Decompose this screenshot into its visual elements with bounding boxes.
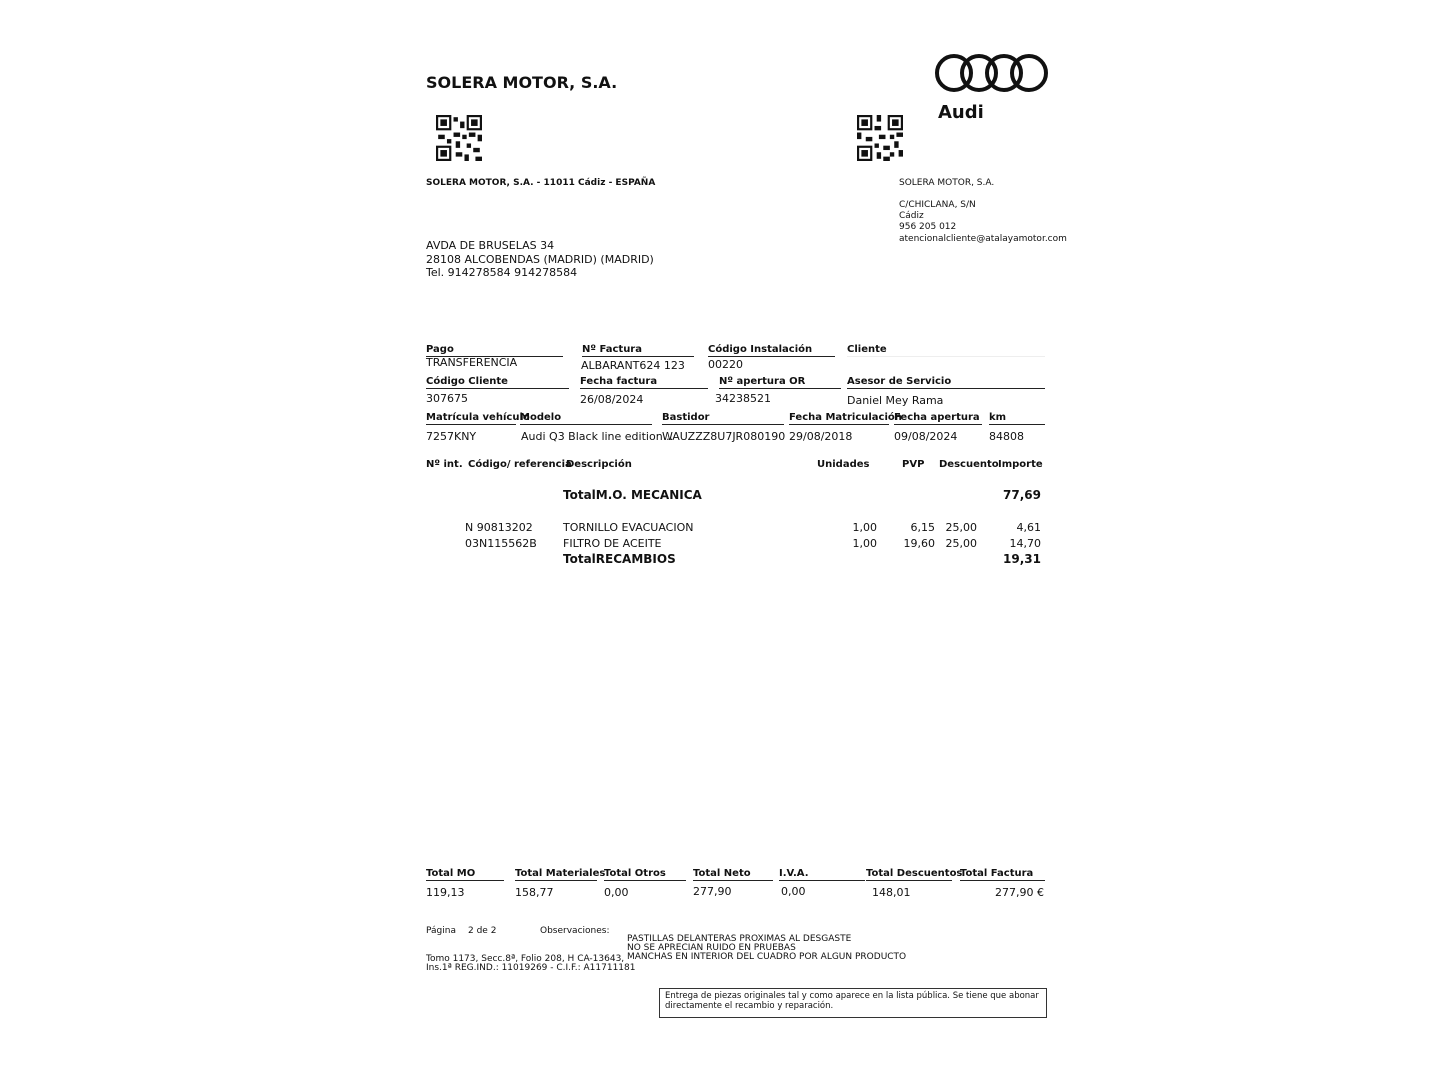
- fecha-matriculacion-label: Fecha Matriculación: [789, 412, 902, 423]
- total-factura-label: Total Factura: [960, 868, 1045, 881]
- total-factura-value: 277,90 €: [995, 886, 1044, 899]
- qr-code-icon: [436, 115, 482, 161]
- col-n-int: Nº int.: [426, 459, 463, 470]
- page-label: Página: [426, 926, 456, 936]
- part-description: TORNILLO EVACUACION: [563, 521, 694, 534]
- total-descuentos-label: Total Descuentos: [866, 868, 963, 879]
- factura-label: Nº Factura: [582, 344, 694, 357]
- pago-label: Pago: [426, 344, 563, 357]
- total-neto-value: 277,90: [693, 885, 732, 898]
- dealer-email: atencionalcliente@atalayamotor.com: [899, 234, 1067, 244]
- brand-name: Audi: [938, 102, 984, 123]
- cliente-label: Cliente: [847, 344, 1045, 357]
- part-description: FILTRO DE ACEITE: [563, 537, 662, 550]
- bastidor-value: WAUZZZ8U7JR080190: [662, 430, 786, 443]
- fecha-apertura-label: Fecha apertura: [894, 412, 982, 425]
- pago-value: TRANSFERENCIA: [426, 356, 518, 369]
- total-mo-value: 119,13: [426, 886, 465, 899]
- audi-rings-logo: [934, 52, 1050, 94]
- part-amount: 14,70: [1009, 537, 1041, 550]
- page-number: 2 de 2: [468, 926, 497, 936]
- iva-label: I.V.A.: [779, 868, 865, 881]
- dealer-name: SOLERA MOTOR, S.A.: [899, 178, 995, 188]
- part-pvp: 6,15: [910, 521, 935, 534]
- matricula-value: 7257KNY: [426, 430, 477, 443]
- mo-total-value: 77,69: [1003, 488, 1041, 502]
- sender-line: SOLERA MOTOR, S.A. - 11011 Cádiz - ESPAÑA: [426, 178, 656, 188]
- qr-code-icon: [857, 115, 903, 161]
- modelo-label: Modelo: [520, 412, 652, 425]
- observations-label: Observaciones:: [540, 926, 610, 936]
- part-pvp: 19,60: [903, 537, 935, 550]
- recipient-address: AVDA DE BRUSELAS 34: [426, 239, 555, 252]
- col-descripcion: Descripción: [566, 459, 632, 470]
- fecha-factura-label: Fecha factura: [580, 376, 708, 389]
- matricula-label: Matrícula vehículo: [426, 412, 530, 423]
- recipient-phone: Tel. 914278584 914278584: [426, 266, 578, 279]
- part-code: 03N115562B: [465, 537, 537, 550]
- apertura-or-value: 34238521: [715, 392, 771, 405]
- fecha-apertura-value: 09/08/2024: [894, 430, 958, 443]
- total-otros-value: 0,00: [604, 886, 629, 899]
- codigo-cliente-value: 307675: [426, 392, 468, 405]
- apertura-or-label: Nº apertura OR: [719, 376, 841, 389]
- part-code: N 90813202: [465, 521, 533, 534]
- parts-total-label: TotalRECAMBIOS: [563, 552, 676, 566]
- instalacion-value: 00220: [708, 358, 743, 371]
- total-mo-label: Total MO: [426, 868, 504, 881]
- part-units: 1,00: [852, 537, 877, 550]
- dealer-street: C/CHICLANA, S/N: [899, 200, 976, 210]
- col-descuento: Descuento: [939, 459, 999, 470]
- modelo-value: Audi Q3 Black line edition ..: [521, 430, 674, 443]
- col-pvp: PVP: [902, 459, 925, 470]
- observation-line: MANCHAS EN INTERIOR DEL CUADRO POR ALGUN PRODUCTO: [627, 952, 907, 962]
- total-neto-label: Total Neto: [693, 868, 773, 881]
- part-discount: 25,00: [945, 521, 977, 534]
- recipient-city: 28108 ALCOBENDAS (MADRID) (MADRID): [426, 253, 654, 266]
- total-materiales-label: Total Materiales: [515, 868, 606, 879]
- part-discount: 25,00: [945, 537, 977, 550]
- fecha-matriculacion-value: 29/08/2018: [789, 430, 853, 443]
- part-units: 1,00: [852, 521, 877, 534]
- bastidor-label: Bastidor: [662, 412, 784, 425]
- codigo-cliente-label: Código Cliente: [426, 376, 569, 389]
- total-materiales-value: 158,77: [515, 886, 554, 899]
- instalacion-label: Código Instalación: [708, 344, 835, 357]
- total-otros-label: Total Otros: [604, 868, 686, 881]
- legal-notice-box: Entrega de piezas originales tal y como aparece en la lista pública. Se tiene que abonar directamente el recambio y reparación.: [659, 988, 1047, 1018]
- mo-total-label: TotalM.O. MECANICA: [563, 488, 702, 502]
- col-codigo: Código/ referencia: [468, 459, 572, 470]
- parts-total-value: 19,31: [1003, 552, 1041, 566]
- total-descuentos-value: 148,01: [872, 886, 911, 899]
- iva-value: 0,00: [781, 885, 806, 898]
- asesor-label: Asesor de Servicio: [847, 376, 1045, 389]
- company-name: SOLERA MOTOR, S.A.: [426, 73, 618, 92]
- observation-line: PASTILLAS DELANTERAS PROXIMAS AL DESGASTE: [627, 934, 852, 944]
- factura-value: ALBARANT624 123: [581, 359, 685, 372]
- col-unidades: Unidades: [817, 459, 870, 470]
- registry-line: Ins.1ª REG.IND.: 11019269 - C.I.F.: A11711181: [426, 963, 636, 973]
- col-importe: Importe: [998, 459, 1043, 470]
- asesor-value: Daniel Mey Rama: [847, 394, 944, 407]
- km-label: km: [989, 412, 1045, 425]
- dealer-city: Cádiz: [899, 211, 924, 221]
- registry-line: Tomo 1173, Secc.8ª, Folio 208, H CA-13643,: [426, 954, 625, 964]
- km-value: 84808: [989, 430, 1024, 443]
- observation-line: NO SE APRECIAN RUIDO EN PRUEBAS: [627, 943, 796, 953]
- fecha-factura-value: 26/08/2024: [580, 393, 644, 406]
- dealer-phone: 956 205 012: [899, 222, 957, 232]
- part-amount: 4,61: [1016, 521, 1041, 534]
